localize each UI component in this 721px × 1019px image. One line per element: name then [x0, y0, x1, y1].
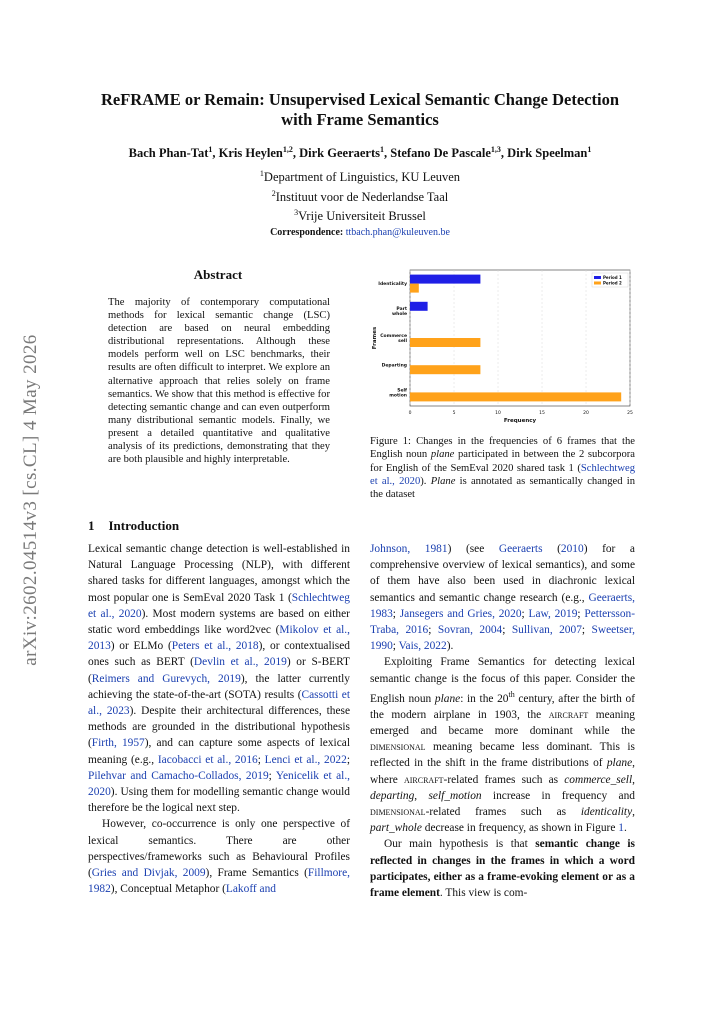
x-tick-label: 0 — [408, 411, 412, 416]
text-run: -related frames such as — [425, 806, 581, 819]
text-run: departing — [370, 789, 415, 802]
bar — [410, 392, 621, 401]
citation-link[interactable]: Schlechtweg et al., 2020 — [370, 462, 635, 487]
y-tick-label: Identicality — [378, 282, 407, 288]
text-run: aircraft — [548, 708, 589, 721]
text-run: ), Conceptual Metaphor ( — [110, 883, 226, 896]
arxiv-stamp — [16, 290, 46, 710]
text-run: ) (see — [447, 543, 499, 555]
correspondence-label: Correspondence: — [270, 227, 344, 238]
left-column — [88, 541, 350, 897]
author-affiliation-mark: 1 — [380, 145, 384, 154]
text-run: . — [623, 822, 627, 835]
text-run: ; — [392, 640, 399, 653]
text-run: ), or contextualised ones such as BERT ( — [88, 640, 350, 669]
text-run: is annotated as semantically changed in the dataset — [370, 475, 635, 501]
legend-swatch — [594, 282, 601, 285]
text-run: ) for a comprehensive overview of lexical semantics), and some of them have also been used in diachronic lexical semantics and semantic change research (e.g., — [370, 543, 635, 604]
text-run: plane — [606, 757, 633, 770]
text-run: ; — [392, 607, 400, 620]
text-run: plane — [430, 449, 455, 461]
y-tick-label-line: whole — [391, 311, 407, 317]
text-run: dimensional — [370, 741, 426, 754]
paragraph — [370, 654, 635, 836]
citation-link[interactable]: Johnson, 1981 — [370, 543, 448, 555]
citation-link[interactable]: Fillmore, 1982 — [88, 867, 350, 896]
author-affiliation-mark: 1,2 — [282, 145, 293, 154]
title-line-1: ReFRAME or Remain: Unsupervised Lexical Semantic Change Detection — [100, 90, 619, 109]
bar — [410, 275, 480, 284]
citation-link[interactable]: Geeraerts, 1983 — [370, 591, 635, 620]
citation-link[interactable]: Vais, 2022 — [398, 640, 447, 653]
y-tick-label — [392, 306, 408, 317]
text-run: ; — [257, 753, 265, 766]
text-run: , — [632, 806, 635, 819]
author-affiliation-mark: 1 — [587, 145, 592, 154]
y-tick-label — [389, 387, 407, 398]
affiliation-text: Instituut voor de Nederlandse Taal — [275, 189, 449, 204]
text-run: , where — [370, 757, 635, 786]
author-name: Kris Heylen — [218, 146, 283, 161]
citation-link[interactable]: Sullivan, 2007 — [511, 624, 582, 637]
affiliation-mark: 2 — [271, 188, 276, 198]
affiliation — [70, 205, 650, 225]
affiliation-mark: 3 — [294, 208, 299, 218]
text-run: participated in between the 2 subcorpora for English of the SemEval 2020 shared task 1 ( — [370, 449, 635, 474]
text-run: meaning became less dominant. This is reflected in the shift in the frame distributions of — [370, 741, 635, 770]
text-run: ). Using them for modelling semantic change would therefore be the logical next step. — [88, 786, 350, 815]
y-tick-label — [380, 333, 407, 344]
citation-link[interactable]: Devlin et al., 2019 — [193, 656, 287, 669]
abstract-text: The majority of contemporary computational methods for lexical semantic change (LSC) detection are based on neural embedding distributional representations. Although these models perform well on LSC benchmarks, their results are often difficult to interpret. We explore an alternative approach that relies solely on frame semantics. We show that this method is effective for detecting semantic change and can even outperform many distributional semantic models. Finally, we present a detailed quantitative and qualitative analysis of its predictions, demonstrating that they are both plausible and highly interpretable. — [108, 297, 330, 466]
x-tick-label: 20 — [583, 411, 589, 416]
text-run: Our main hypothesis is that — [384, 838, 536, 851]
citation-link[interactable]: Law, 2019 — [528, 607, 578, 620]
text-run: ( — [542, 543, 561, 555]
text-run: ; — [502, 624, 512, 637]
citation-link[interactable]: Mikolov et al., 2013 — [88, 624, 350, 653]
paper-title — [70, 90, 650, 130]
affiliation — [70, 186, 650, 206]
paragraph — [88, 541, 350, 816]
y-tick-label-line: Commerce — [380, 334, 407, 339]
citation-link[interactable]: 1 — [618, 822, 624, 835]
text-run: Lexical semantic change detection is well-established in Natural Language Processing (NLP), with different shared tasks for different languages, amongst which the most popular one is SemEval 2020 Task 1 ( — [88, 543, 350, 604]
affiliation-text: Department of Linguistics, KU Leuven — [263, 170, 461, 185]
text-run: th — [508, 689, 515, 699]
citation-link[interactable]: Lenci et al., 2022 — [264, 753, 347, 766]
text-run: ; — [521, 607, 529, 620]
author-list: Bach Phan-Tat$^1$, Kris Heylen$^{1,2}$, Dirk Geeraerts$^1$, Stefano De Pascale$^{1,3}$, Dirk Speelman$^1$ — [128, 145, 592, 161]
text-run: . This view is com- — [439, 887, 528, 900]
x-axis-label: Frequency — [503, 418, 537, 424]
text-run: , — [632, 773, 635, 786]
citation-link[interactable]: Firth, 1957 — [91, 737, 145, 750]
bar — [410, 284, 419, 293]
citation-link[interactable]: Sweetser, 1990 — [370, 624, 636, 653]
text-run: ). — [446, 640, 454, 653]
author-name: Stefano De Pascale — [390, 146, 491, 161]
citation-link[interactable]: Yenicelik et al., 2020 — [88, 769, 351, 799]
legend-label: Period 1 — [603, 275, 622, 280]
text-run: Figure 1: Changes in the frequencies of 6 frames that the English noun — [370, 436, 635, 461]
text-run: ). Despite their architectural differences, these methods are grounded in the distributional hypothesis ( — [88, 705, 350, 750]
citation-link[interactable]: Geeraerts — [498, 543, 543, 555]
paragraph — [370, 836, 635, 901]
bar — [410, 338, 480, 347]
legend-label: Period 2 — [603, 280, 622, 286]
author-name: Bach Phan-Tat — [128, 146, 209, 161]
y-tick-label-line: motion — [389, 393, 407, 399]
text-run: self_motion — [428, 789, 482, 802]
paragraph — [370, 541, 635, 654]
text-run: semantic change is reflected in changes in the frames in which a word participates, either as a frame-evoking element or as a frame element — [370, 838, 635, 900]
citation-link[interactable]: Pilehvar and Camacho-Collados, 2019 — [88, 769, 269, 782]
text-run: ), Frame Semantics ( — [205, 867, 308, 880]
frame-frequency-chart — [368, 266, 636, 426]
text-run: meaning emerged and became more dominant while the — [370, 708, 635, 738]
text-run: Plane — [430, 475, 456, 487]
x-tick-label: 15 — [539, 411, 545, 416]
citation-link[interactable]: Cassotti et al., 2023 — [88, 688, 351, 718]
text-run: dimensional — [370, 806, 426, 819]
affiliation-list — [70, 166, 650, 225]
citation-link[interactable]: Sovran, 2004 — [437, 624, 503, 637]
text-run: ) or ELMo ( — [110, 640, 172, 653]
text-run: ), the latter currently achieving the state-of-the-art (SOTA) results ( — [88, 672, 350, 701]
citation-link[interactable]: Reimers and Gurevych, 2019 — [91, 672, 241, 685]
author-name: Dirk Geeraerts — [299, 146, 380, 161]
affiliation — [70, 166, 650, 186]
text-run: ). — [420, 475, 431, 487]
author-affiliation-mark: 1,3 — [490, 145, 501, 154]
text-run: ). Most modern systems are based on either static word embeddings like word2vec ( — [88, 607, 350, 637]
citation-link[interactable]: Lakoff and — [225, 883, 277, 896]
y-tick-label: Departing — [381, 363, 407, 369]
text-run: However, co-occurrence is only one perspective of lexical semantics. There are other perspectives/frameworks such as Behavioural Profiles ( — [88, 818, 350, 880]
text-run: ; — [577, 607, 585, 620]
bar — [410, 365, 480, 374]
right-column — [370, 541, 635, 901]
bar — [410, 302, 428, 311]
figure-caption — [370, 435, 635, 501]
x-tick-label: 25 — [627, 411, 633, 416]
text-run: ; — [268, 769, 276, 782]
text-run: , — [414, 789, 429, 802]
text-run: plane — [434, 692, 461, 705]
arxiv-id: arXiv:2602.04514v3 [cs.CL] 4 May 2026 — [20, 334, 41, 666]
text-run: century, after the birth of the modern airplane in 1903, the — [370, 692, 635, 721]
text-run: : in the 20 — [460, 692, 509, 705]
correspondence — [70, 227, 650, 238]
text-run: decrease in frequency, as shown in Figure — [421, 822, 619, 835]
text-run: -related frames such as — [443, 773, 565, 786]
correspondence-email[interactable]: ttbach.phan@kuleuven.be — [345, 227, 450, 238]
citation-link[interactable]: Iacobacci et al., 2016 — [157, 753, 258, 766]
text-run: part_whole — [370, 822, 422, 835]
citation-link[interactable]: Pettersson-Traba, 2016 — [370, 607, 636, 637]
x-tick-label: 10 — [495, 411, 501, 416]
section-title: Introduction — [108, 518, 180, 533]
author-name: Dirk Speelman — [507, 146, 588, 161]
text-run: ) or S-BERT ( — [88, 656, 351, 685]
citation-link[interactable]: Gries and Divjak, 2009 — [91, 867, 206, 880]
section-number: 1 — [88, 518, 95, 533]
title-line-2: with Frame Semantics — [281, 110, 439, 129]
citation-link[interactable]: 2010 — [560, 543, 584, 555]
section-heading — [88, 518, 179, 534]
text-run: ; — [581, 624, 592, 637]
text-run: ), and can capture some aspects of lexical meaning (e.g., — [88, 737, 350, 766]
text-run: ; — [346, 753, 350, 766]
abstract-heading: Abstract — [193, 267, 243, 282]
y-tick-label-line: Part — [396, 306, 407, 312]
y-tick-label-line: Self — [397, 388, 407, 394]
author-affiliation-mark: 1 — [208, 145, 213, 154]
text-run: identicality — [580, 806, 633, 819]
text-run: increase in frequency and — [481, 789, 635, 802]
y-axis-label: Frames — [372, 326, 378, 350]
text-run: aircraft — [403, 773, 444, 786]
affiliation-text: Vrije Universiteit Brussel — [298, 209, 426, 224]
x-tick-label: 5 — [452, 411, 456, 416]
citation-link[interactable]: Jansegers and Gries, 2020 — [399, 607, 522, 620]
affiliation-mark: 1 — [259, 169, 264, 178]
legend-swatch — [594, 276, 601, 279]
citation-link[interactable]: Peters et al., 2018 — [171, 640, 259, 653]
text-run: Exploiting Frame Semantics for detecting lexical semantic change is the focus of this paper. Consider the English noun — [370, 656, 635, 705]
text-run: ; — [428, 624, 438, 637]
text-run: commerce_sell — [564, 773, 633, 786]
citation-link[interactable]: Schlechtweg et al., 2020 — [88, 591, 350, 620]
y-tick-label-line: sell — [398, 339, 407, 344]
paragraph — [88, 816, 350, 897]
